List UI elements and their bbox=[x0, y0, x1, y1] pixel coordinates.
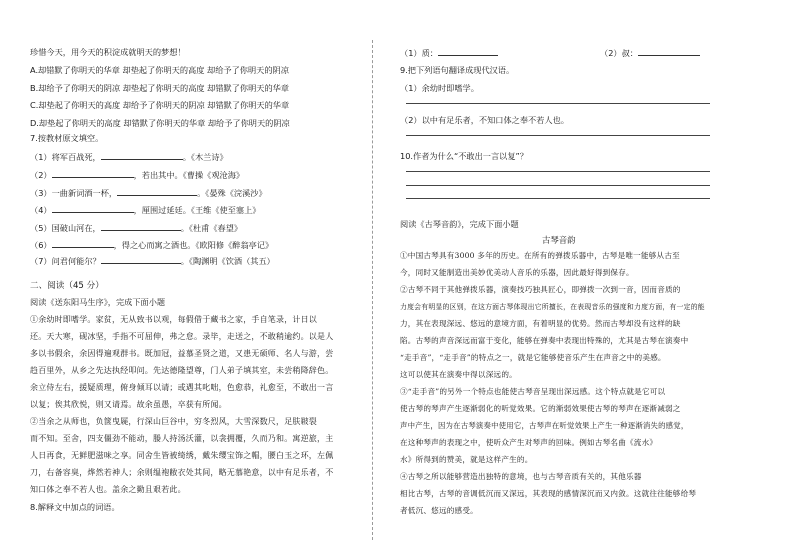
intro-text: 珍惜今天，用今天的积淀成就明天的梦想！ bbox=[30, 47, 186, 57]
passage-line: 力度会有明显的区别，在这方面古琴体现出它所擅长，在表现音乐的强度和力度方面，有一定的能 bbox=[400, 303, 705, 311]
option-b: B.却给予了你明天的阴凉 却垫起了你明天的高度 却错默了你明天的华章 bbox=[30, 83, 290, 93]
passage-line: 陷。古琴的声音深远而富于变化，能够在弹奏中表现出特殊的，尤其是古琴在演奏中 bbox=[400, 336, 689, 345]
passage-line: “走手音”，“走手音”的特点之一，就是它能够使音乐产生在声音之中的美感。 bbox=[400, 353, 666, 362]
answer-line[interactable] bbox=[406, 198, 710, 199]
passage-line: 力，其在表现深远、悠远的意境方面，有着明显的优势。然而古琴却没有这样的缺 bbox=[400, 319, 681, 328]
reading-title: 阅读《送东阳马生序》，完成下面小题 bbox=[30, 297, 166, 307]
answer-blank[interactable] bbox=[101, 254, 181, 264]
fill-item: （3）一曲新词酒一杯， 。《晏殊《浣溪沙》 bbox=[30, 188, 267, 198]
answer-blank[interactable] bbox=[101, 150, 183, 160]
passage-line: 水》所得到的赞美，就是这样产生的。 bbox=[400, 455, 533, 464]
question-8: 8.解释文中加点的词语。 bbox=[30, 502, 120, 512]
q8-item: （2）叔： bbox=[600, 46, 700, 59]
answer-line[interactable] bbox=[406, 185, 710, 186]
passage-line: ②古琴不同于其他弹拨乐器，演奏技巧独具匠心，即弹拨一次到一音，因而音质的 bbox=[400, 285, 681, 294]
passage-line: 相比古琴，古琴的音调低沉而又深远，其表现的感情深沉而又内敛。这就往往能够给琴 bbox=[400, 489, 697, 498]
passage-line: 以复；俟其欣悦，则又请焉。故余虽愚，卒获有所闻。 bbox=[30, 400, 227, 409]
passage-line: 多以书假余，余因得遍观群书。既加冠，益慕圣贤之道，又患无硕师、名人与游，尝 bbox=[30, 349, 334, 358]
reading-title: 阅读《古琴音韵》，完成下面小题 bbox=[400, 219, 519, 229]
fill-item: （1）将军百战死， 。《木兰诗》 bbox=[30, 152, 228, 162]
answer-blank[interactable] bbox=[52, 203, 134, 213]
passage-line: ①余幼时即嗜学。家贫，无从致书以观，每假借于藏书之家，手自笔录，计日以 bbox=[30, 315, 317, 324]
answer-blank[interactable] bbox=[52, 238, 114, 248]
answer-line[interactable] bbox=[406, 103, 710, 104]
answer-blank[interactable] bbox=[52, 168, 134, 178]
fill-item: （7）问君何能尔？ 。《陶渊明《饮酒（其五） bbox=[30, 256, 275, 266]
passage-line: 余立侍左右，援疑质理，俯身倾耳以请；或遇其叱咄，色愈恭，礼愈至，不敢出一言 bbox=[30, 383, 334, 392]
answer-blank[interactable] bbox=[638, 46, 700, 56]
passage-line: 今，同时又能制造出美妙优美动人音乐的乐器，因此最好得到保存。 bbox=[400, 268, 634, 277]
passage-line: 这可以使其在演奏中得以深远的。 bbox=[400, 370, 517, 379]
q9-item: （1）余幼时即嗜学。 bbox=[400, 83, 479, 93]
passage-line: ②当余之从师也，负箧曳屣，行深山巨谷中，穷冬烈风，大雪深数尺，足肤皲裂 bbox=[30, 417, 317, 426]
passage-line: ①中国古琴具有3000 多年的历史。在所有的弹拨乐器中，古琴是唯一能够从古至 bbox=[400, 251, 680, 260]
passage-line: 趋百里外，从乡之先达执经叩问。先达德隆望尊，门人弟子填其室，未尝稍降辞色。 bbox=[30, 366, 334, 375]
option-a: A.却错默了你明天的华章 却垫起了你明天的高度 却给予了你明天的阴凉 bbox=[30, 65, 289, 75]
answer-blank[interactable] bbox=[117, 186, 197, 196]
passage-line: 知口体之奉不若人也。盖余之勤且艰若此。 bbox=[30, 485, 186, 494]
fill-item: （4） ，厘围过延廷。《王维《使至塞上》 bbox=[30, 205, 261, 215]
column-divider bbox=[372, 40, 373, 540]
question-7: 7.按教材原文填空。 bbox=[30, 133, 104, 143]
passage-line: 使古琴的琴声产生逐渐弱化的听觉效果。它的渐弱效果使古琴的琴声在逐渐减弱之 bbox=[400, 404, 681, 413]
q9-item: （2）以中有足乐者，不知口体之奉不若人也。 bbox=[400, 115, 569, 125]
passage-line: ④古琴之所以能够营造出独特的意境，也与古琴音质有关的，其他乐器 bbox=[400, 472, 642, 481]
passage-line: 声中产生，因为在古琴演奏中使用它，古琴声在听觉效果上产生一种逐渐消失的感觉， bbox=[400, 421, 689, 430]
passage-line: ③“走手音”的另外一个特点也能使古琴音呈现出深远感。这个特点就是它可以 bbox=[400, 387, 666, 396]
question-10: 10.作者为什么“不敢出一言以复”？ bbox=[400, 151, 528, 161]
section-heading: 二、阅读（45 分） bbox=[30, 281, 104, 291]
answer-line[interactable] bbox=[406, 171, 710, 172]
fill-item: （5）国破山河在， 。《杜甫《春望》 bbox=[30, 223, 243, 233]
passage-title: 古琴音韵 bbox=[542, 235, 576, 245]
answer-blank[interactable] bbox=[101, 221, 181, 231]
answer-blank[interactable] bbox=[438, 46, 498, 56]
passage-line: 在这种琴声的表现之中，使听众产生对琴声的回味。例如古琴名曲《流水》 bbox=[400, 438, 658, 447]
option-c: C.却垫起了你明天的高度 却给予了你明天的阴凉 却错默了你明天的华章 bbox=[30, 100, 290, 110]
passage-line: 人日再食，无鲜肥滋味之享。同舍生皆被绮绣，戴朱缨宝饰之帽，腰白玉之环，左佩 bbox=[30, 451, 334, 460]
passage-line: 刀，右备容臭，烨然若神人；余则缊袍敝衣处其间，略无慕艳意，以中有足乐者，不 bbox=[30, 468, 334, 477]
answer-line[interactable] bbox=[406, 135, 710, 136]
q8-item: （1）质： bbox=[400, 46, 498, 59]
option-d: D.却垫起了你明天的高度 却错默了你明天的华章 却给予了你明天的阴凉 bbox=[30, 118, 290, 128]
passage-line: 还。天大寒，砚冰坚，手指不可屈伸，弗之怠。录毕，走送之，不敢稍逾约。以是人 bbox=[30, 332, 334, 341]
passage-line: 者低沉、悠远的感受。 bbox=[400, 506, 478, 515]
fill-item: （2） ，若出其中。《曹操《观沧海》 bbox=[30, 170, 245, 180]
question-9: 9.把下列语句翻译成现代汉语。 bbox=[400, 65, 515, 75]
passage-line: 而不知。至舍，四支僵劲不能动，媵人持汤沃灌，以衾拥覆，久而乃和。寓逆旅，主 bbox=[30, 434, 334, 443]
fill-item: （6） ，得之心而寓之酒也。《欧阳修《醉翁亭记》 bbox=[30, 240, 274, 250]
